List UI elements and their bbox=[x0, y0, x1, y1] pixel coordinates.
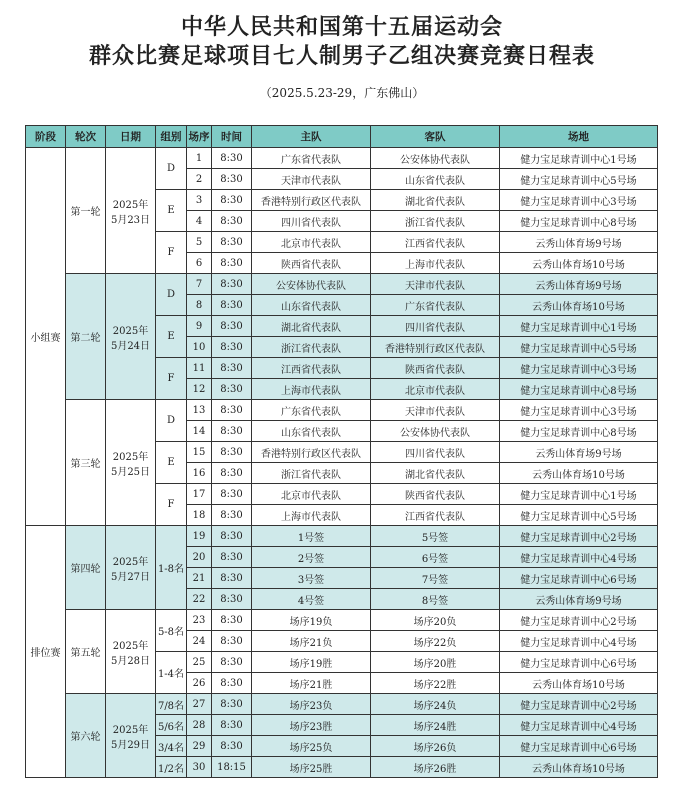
home-team-cell: 浙江省代表队 bbox=[252, 463, 371, 484]
time-cell: 8:30 bbox=[212, 232, 252, 253]
venue-cell: 健力宝足球青训中心1号场 bbox=[500, 316, 658, 337]
group-cell: 5/6名 bbox=[156, 715, 187, 736]
time-cell: 8:30 bbox=[212, 379, 252, 400]
round-cell: 第六轮 bbox=[66, 694, 106, 778]
match-no-cell: 24 bbox=[187, 631, 212, 652]
away-team-cell: 天津市代表队 bbox=[371, 400, 500, 421]
home-team-cell: 场序19负 bbox=[252, 610, 371, 631]
group-cell: F bbox=[156, 232, 187, 274]
header-phase: 阶段 bbox=[26, 126, 66, 148]
home-team-cell: 北京市代表队 bbox=[252, 484, 371, 505]
home-team-cell: 场序25胜 bbox=[252, 757, 371, 778]
venue-cell: 健力宝足球青训中心8号场 bbox=[500, 379, 658, 400]
match-no-cell: 19 bbox=[187, 526, 212, 547]
time-cell: 8:30 bbox=[212, 253, 252, 274]
venue-cell: 云秀山体育场9号场 bbox=[500, 232, 658, 253]
away-team-cell: 场序20胜 bbox=[371, 652, 500, 673]
time-cell: 8:30 bbox=[212, 484, 252, 505]
home-team-cell: 浙江省代表队 bbox=[252, 337, 371, 358]
venue-cell: 云秀山体育场10号场 bbox=[500, 295, 658, 316]
table-row bbox=[26, 610, 658, 631]
home-team-cell: 场序21胜 bbox=[252, 673, 371, 694]
away-team-cell: 公安体协代表队 bbox=[371, 148, 500, 169]
date-cell: 2025年 5月25日 bbox=[106, 400, 156, 526]
time-cell: 8:30 bbox=[212, 589, 252, 610]
away-team-cell: 8号签 bbox=[371, 589, 500, 610]
home-team-cell: 广东省代表队 bbox=[252, 148, 371, 169]
time-cell: 8:30 bbox=[212, 148, 252, 169]
table-row bbox=[26, 400, 658, 421]
venue-cell: 云秀山体育场10号场 bbox=[500, 463, 658, 484]
match-no-cell: 21 bbox=[187, 568, 212, 589]
venue-cell: 健力宝足球青训中心6号场 bbox=[500, 736, 658, 757]
match-no-cell: 5 bbox=[187, 232, 212, 253]
time-cell: 8:30 bbox=[212, 190, 252, 211]
title-line-1: 中华人民共和国第十五届运动会 bbox=[180, 15, 503, 40]
home-team-cell: 场序19胜 bbox=[252, 652, 371, 673]
home-team-cell: 江西省代表队 bbox=[252, 358, 371, 379]
home-team-cell: 香港特别行政区代表队 bbox=[252, 442, 371, 463]
away-team-cell: 场序26胜 bbox=[371, 757, 500, 778]
home-team-cell: 湖北省代表队 bbox=[252, 316, 371, 337]
time-cell: 8:30 bbox=[212, 736, 252, 757]
away-team-cell: 湖北省代表队 bbox=[371, 190, 500, 211]
home-team-cell: 上海市代表队 bbox=[252, 379, 371, 400]
home-team-cell: 公安体协代表队 bbox=[252, 274, 371, 295]
away-team-cell: 陕西省代表队 bbox=[371, 484, 500, 505]
time-cell: 8:30 bbox=[212, 631, 252, 652]
match-no-cell: 16 bbox=[187, 463, 212, 484]
away-team-cell: 5号签 bbox=[371, 526, 500, 547]
group-cell: 1-4名 bbox=[156, 652, 187, 694]
match-no-cell: 6 bbox=[187, 253, 212, 274]
venue-cell: 健力宝足球青训中心4号场 bbox=[500, 715, 658, 736]
group-cell: 7/8名 bbox=[156, 694, 187, 715]
away-team-cell: 场序26负 bbox=[371, 736, 500, 757]
home-team-cell: 1号签 bbox=[252, 526, 371, 547]
home-team-cell: 山东省代表队 bbox=[252, 295, 371, 316]
date-cell: 2025年 5月24日 bbox=[106, 274, 156, 400]
home-team-cell: 场序25负 bbox=[252, 736, 371, 757]
round-cell: 第三轮 bbox=[66, 400, 106, 526]
time-cell: 8:30 bbox=[212, 421, 252, 442]
away-team-cell: 天津市代表队 bbox=[371, 274, 500, 295]
match-no-cell: 4 bbox=[187, 211, 212, 232]
group-cell: D bbox=[156, 148, 187, 190]
time-cell: 8:30 bbox=[212, 526, 252, 547]
away-team-cell: 四川省代表队 bbox=[371, 442, 500, 463]
time-cell: 18:15 bbox=[212, 757, 252, 778]
time-cell: 8:30 bbox=[212, 337, 252, 358]
match-no-cell: 8 bbox=[187, 295, 212, 316]
table-row bbox=[26, 148, 658, 169]
match-no-cell: 26 bbox=[187, 673, 212, 694]
away-team-cell: 湖北省代表队 bbox=[371, 463, 500, 484]
venue-cell: 云秀山体育场10号场 bbox=[500, 253, 658, 274]
header-away: 客队 bbox=[371, 126, 500, 148]
time-cell: 8:30 bbox=[212, 610, 252, 631]
group-cell: E bbox=[156, 190, 187, 232]
home-team-cell: 广东省代表队 bbox=[252, 400, 371, 421]
away-team-cell: 北京市代表队 bbox=[371, 379, 500, 400]
time-cell: 8:30 bbox=[212, 316, 252, 337]
home-team-cell: 场序23胜 bbox=[252, 715, 371, 736]
away-team-cell: 场序24胜 bbox=[371, 715, 500, 736]
away-team-cell: 6号签 bbox=[371, 547, 500, 568]
table-row bbox=[26, 274, 658, 295]
match-no-cell: 25 bbox=[187, 652, 212, 673]
group-cell: E bbox=[156, 316, 187, 358]
venue-cell: 健力宝足球青训中心2号场 bbox=[500, 610, 658, 631]
home-team-cell: 北京市代表队 bbox=[252, 232, 371, 253]
home-team-cell: 场序23负 bbox=[252, 694, 371, 715]
header-group: 组别 bbox=[156, 126, 187, 148]
away-team-cell: 公安体协代表队 bbox=[371, 421, 500, 442]
date-cell: 2025年 5月28日 bbox=[106, 610, 156, 694]
away-team-cell: 7号签 bbox=[371, 568, 500, 589]
match-no-cell: 20 bbox=[187, 547, 212, 568]
phase-cell: 小组赛 bbox=[26, 148, 66, 526]
subtitle: （2025.5.23-29，广东佛山） bbox=[259, 86, 425, 100]
venue-cell: 云秀山体育场10号场 bbox=[500, 757, 658, 778]
time-cell: 8:30 bbox=[212, 568, 252, 589]
round-cell: 第五轮 bbox=[66, 610, 106, 694]
time-cell: 8:30 bbox=[212, 274, 252, 295]
phase-cell: 排位赛 bbox=[26, 526, 66, 778]
away-team-cell: 江西省代表队 bbox=[371, 505, 500, 526]
group-cell: D bbox=[156, 274, 187, 316]
time-cell: 8:30 bbox=[212, 547, 252, 568]
away-team-cell: 香港特别行政区代表队 bbox=[371, 337, 500, 358]
home-team-cell: 2号签 bbox=[252, 547, 371, 568]
header-home: 主队 bbox=[252, 126, 371, 148]
venue-cell: 健力宝足球青训中心8号场 bbox=[500, 211, 658, 232]
away-team-cell: 陕西省代表队 bbox=[371, 358, 500, 379]
venue-cell: 云秀山体育场9号场 bbox=[500, 442, 658, 463]
match-no-cell: 17 bbox=[187, 484, 212, 505]
venue-cell: 健力宝足球青训中心6号场 bbox=[500, 652, 658, 673]
away-team-cell: 浙江省代表队 bbox=[371, 211, 500, 232]
round-cell: 第一轮 bbox=[66, 148, 106, 274]
venue-cell: 健力宝足球青训中心3号场 bbox=[500, 190, 658, 211]
group-cell: D bbox=[156, 400, 187, 442]
time-cell: 8:30 bbox=[212, 442, 252, 463]
venue-cell: 健力宝足球青训中心6号场 bbox=[500, 568, 658, 589]
match-no-cell: 9 bbox=[187, 316, 212, 337]
round-cell: 第四轮 bbox=[66, 526, 106, 610]
home-team-cell: 4号签 bbox=[252, 589, 371, 610]
venue-cell: 健力宝足球青训中心2号场 bbox=[500, 694, 658, 715]
venue-cell: 健力宝足球青训中心4号场 bbox=[500, 631, 658, 652]
match-no-cell: 22 bbox=[187, 589, 212, 610]
away-team-cell: 广东省代表队 bbox=[371, 295, 500, 316]
venue-cell: 健力宝足球青训中心1号场 bbox=[500, 148, 658, 169]
group-cell: 5-8名 bbox=[156, 610, 187, 652]
match-no-cell: 1 bbox=[187, 148, 212, 169]
home-team-cell: 3号签 bbox=[252, 568, 371, 589]
group-cell: 3/4名 bbox=[156, 736, 187, 757]
venue-cell: 云秀山体育场9号场 bbox=[500, 274, 658, 295]
home-team-cell: 天津市代表队 bbox=[252, 169, 371, 190]
match-no-cell: 14 bbox=[187, 421, 212, 442]
header-row bbox=[26, 126, 658, 148]
venue-cell: 健力宝足球青训中心8号场 bbox=[500, 421, 658, 442]
round-cell: 第二轮 bbox=[66, 274, 106, 400]
table-row bbox=[26, 526, 658, 547]
header-round: 轮次 bbox=[66, 126, 106, 148]
home-team-cell: 山东省代表队 bbox=[252, 421, 371, 442]
away-team-cell: 山东省代表队 bbox=[371, 169, 500, 190]
date-cell: 2025年 5月23日 bbox=[106, 148, 156, 274]
home-team-cell: 场序21负 bbox=[252, 631, 371, 652]
match-no-cell: 15 bbox=[187, 442, 212, 463]
group-cell: E bbox=[156, 442, 187, 484]
header-time: 时间 bbox=[212, 126, 252, 148]
venue-cell: 健力宝足球青训中心4号场 bbox=[500, 547, 658, 568]
date-cell: 2025年 5月29日 bbox=[106, 694, 156, 778]
venue-cell: 云秀山体育场9号场 bbox=[500, 589, 658, 610]
time-cell: 8:30 bbox=[212, 652, 252, 673]
match-no-cell: 13 bbox=[187, 400, 212, 421]
away-team-cell: 江西省代表队 bbox=[371, 232, 500, 253]
home-team-cell: 四川省代表队 bbox=[252, 211, 371, 232]
title-line-2: 群众比赛足球项目七人制男子乙组决赛竞赛日程表 bbox=[88, 44, 595, 69]
venue-cell: 健力宝足球青训中心3号场 bbox=[500, 358, 658, 379]
home-team-cell: 陕西省代表队 bbox=[252, 253, 371, 274]
group-cell: 1-8名 bbox=[156, 526, 187, 610]
date-cell: 2025年 5月27日 bbox=[106, 526, 156, 610]
away-team-cell: 四川省代表队 bbox=[371, 316, 500, 337]
away-team-cell: 场序20负 bbox=[371, 610, 500, 631]
match-no-cell: 2 bbox=[187, 169, 212, 190]
time-cell: 8:30 bbox=[212, 715, 252, 736]
group-cell: F bbox=[156, 484, 187, 526]
time-cell: 8:30 bbox=[212, 463, 252, 484]
match-no-cell: 28 bbox=[187, 715, 212, 736]
away-team-cell: 上海市代表队 bbox=[371, 253, 500, 274]
venue-cell: 健力宝足球青训中心5号场 bbox=[500, 337, 658, 358]
time-cell: 8:30 bbox=[212, 694, 252, 715]
group-cell: 1/2名 bbox=[156, 757, 187, 778]
away-team-cell: 场序22胜 bbox=[371, 673, 500, 694]
time-cell: 8:30 bbox=[212, 400, 252, 421]
match-no-cell: 18 bbox=[187, 505, 212, 526]
time-cell: 8:30 bbox=[212, 295, 252, 316]
schedule-table bbox=[25, 125, 658, 778]
match-no-cell: 29 bbox=[187, 736, 212, 757]
venue-cell: 健力宝足球青训中心5号场 bbox=[500, 505, 658, 526]
header-date: 日期 bbox=[106, 126, 156, 148]
away-team-cell: 场序22负 bbox=[371, 631, 500, 652]
venue-cell: 健力宝足球青训中心3号场 bbox=[500, 400, 658, 421]
header-match-no: 场序 bbox=[187, 126, 212, 148]
match-no-cell: 12 bbox=[187, 379, 212, 400]
time-cell: 8:30 bbox=[212, 169, 252, 190]
match-no-cell: 27 bbox=[187, 694, 212, 715]
venue-cell: 健力宝足球青训中心2号场 bbox=[500, 526, 658, 547]
venue-cell: 云秀山体育场10号场 bbox=[500, 673, 658, 694]
table-row bbox=[26, 694, 658, 715]
header-venue: 场地 bbox=[500, 126, 658, 148]
match-no-cell: 10 bbox=[187, 337, 212, 358]
group-cell: F bbox=[156, 358, 187, 400]
time-cell: 8:30 bbox=[212, 673, 252, 694]
match-no-cell: 11 bbox=[187, 358, 212, 379]
venue-cell: 健力宝足球青训中心1号场 bbox=[500, 484, 658, 505]
match-no-cell: 30 bbox=[187, 757, 212, 778]
time-cell: 8:30 bbox=[212, 358, 252, 379]
match-no-cell: 7 bbox=[187, 274, 212, 295]
home-team-cell: 上海市代表队 bbox=[252, 505, 371, 526]
venue-cell: 健力宝足球青训中心5号场 bbox=[500, 169, 658, 190]
home-team-cell: 香港特别行政区代表队 bbox=[252, 190, 371, 211]
time-cell: 8:30 bbox=[212, 211, 252, 232]
match-no-cell: 3 bbox=[187, 190, 212, 211]
away-team-cell: 场序24负 bbox=[371, 694, 500, 715]
match-no-cell: 23 bbox=[187, 610, 212, 631]
time-cell: 8:30 bbox=[212, 505, 252, 526]
